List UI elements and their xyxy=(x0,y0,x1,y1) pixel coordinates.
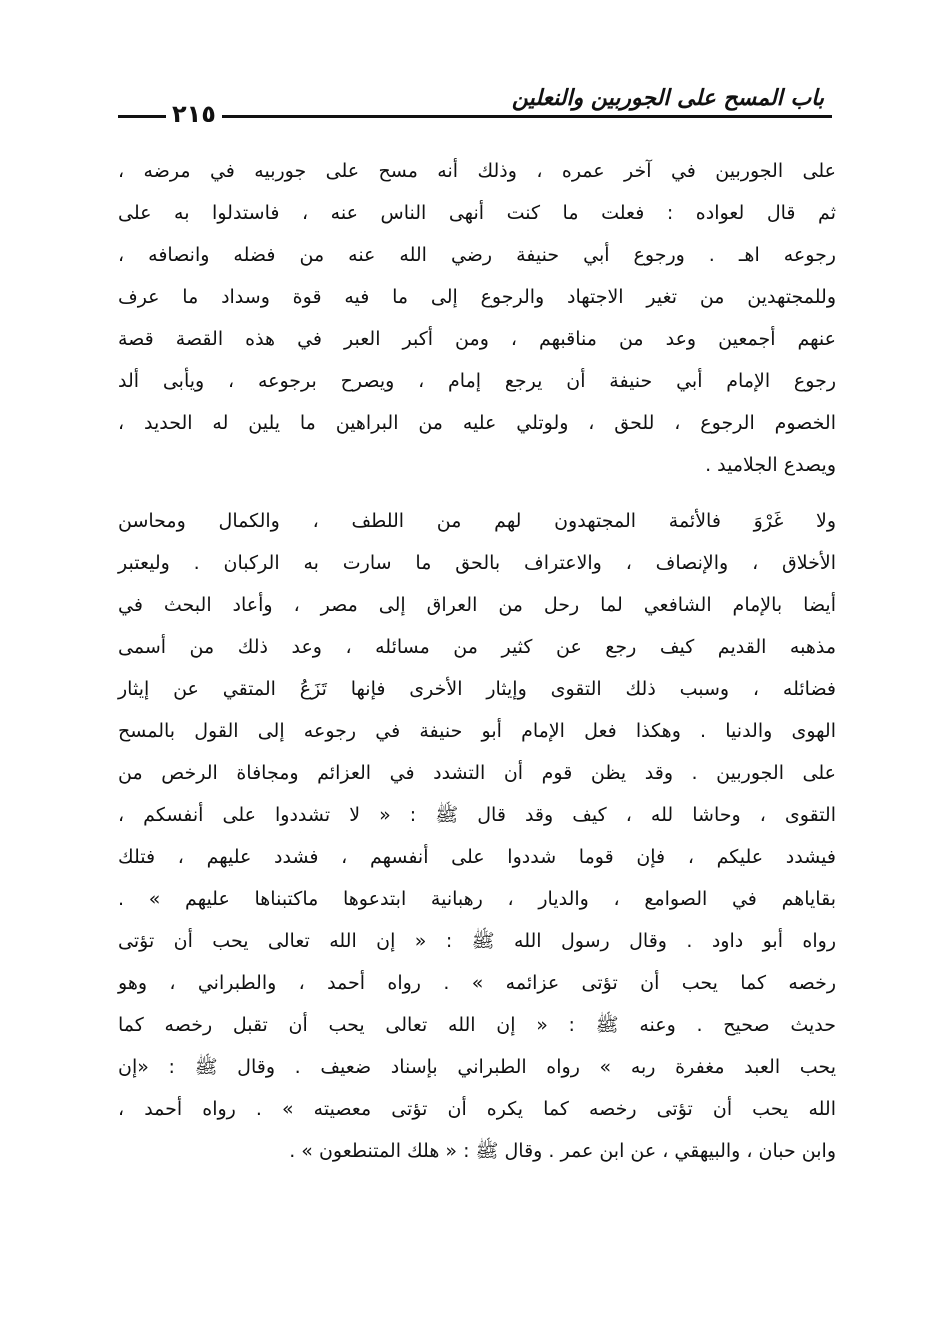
text-line: حديث صحيح . وعنه ﷺ : « إن الله تعالى يحب أن تقبل رخصه كما xyxy=(118,1014,836,1036)
text-line: ويصدع الجلاميد . xyxy=(705,454,836,476)
text-line: رخصه كما يحب أن تؤتى عزائمه » . رواه أحمد ، والطبراني ، وهو xyxy=(118,972,836,994)
text-line: رجوع الإمام أبي حنيفة أن يرجع إمام ، ويصرح برجوعه ، ويأبى ألد xyxy=(118,370,836,392)
page-number: ٢١٥ xyxy=(172,100,216,128)
paragraph-1 xyxy=(118,150,836,486)
text-line: على الجوربين . وقد يظن قوم أن التشدد في العزائم ومجافاة الرخص من xyxy=(118,762,836,784)
page-body xyxy=(118,150,836,1172)
text-line: يحب العبد مغفرة ربه » رواه الطبراني بإسناد ضعيف . وقال ﷺ : «إن xyxy=(118,1056,836,1078)
text-line: الهوى والدنيا . وهكذا فعل الإمام أبو حنيفة في رجوعه إلى القول بالمسح xyxy=(118,720,836,742)
paragraph-2 xyxy=(118,500,836,1172)
text-line: رواه أبو داود . وقال رسول الله ﷺ : « إن الله تعالى يحب أن تؤتى xyxy=(118,930,836,952)
text-line: رجوعه اهـ . ورجوع أبي حنيفة رضي الله عنه من فضله وانصافه ، xyxy=(118,244,836,266)
text-line: الله يحب أن تؤتى رخصه كما يكره أن تؤتى معصيته » . رواه أحمد ، xyxy=(118,1098,836,1120)
text-line: أيضا بالإمام الشافعي لما رحل من العراق إلى مصر ، وأعاد البحث في xyxy=(118,594,836,616)
chapter-title: باب المسح على الجوربين والنعلين xyxy=(511,86,824,111)
text-line: على الجوربين في آخر عمره ، وذلك أنه مسح على جوربيه في مرضه ، xyxy=(118,160,836,182)
text-line: ثم قال لعواده : فعلت ما كنت أنهى الناس عنه ، فاستدلوا به على xyxy=(118,202,836,224)
text-line: فيشدد عليكم ، فإن قوما شددوا على أنفسهم ، فشدد عليهم ، فتلك xyxy=(118,846,836,868)
text-line: عنهم أجمعين وعد من مناقبهم ، ومن أكبر العبر في هذه القصة قصة xyxy=(118,328,836,350)
text-line: فضائله ، وسبب ذلك التقوى وإيثار الأخرى فإنها تَزَعُ المتقي عن إيثار xyxy=(118,678,836,700)
text-line: الأخلاق ، والإنصاف ، والاعتراف بالحق ما سارت به الركبان . وليعتبر xyxy=(118,552,836,574)
text-line: وابن حبان ، والبيهقي ، عن ابن عمر . وقال ﷺ : « هلك المتنطعون » . xyxy=(289,1140,836,1162)
header-rule-right xyxy=(222,115,832,118)
text-line: مذهبه القديم كيف رجع عن كثير من مسائله ، وعد ذلك من أسمى xyxy=(118,636,836,658)
text-line: بقاياهم في الصوامع ، والديار ، رهبانية ابتدعوها ماكتبناها عليهم » . xyxy=(118,888,836,910)
text-line: التقوى ، وحاشا لله ، كيف وقد قال ﷺ : « لا تشددوا على أنفسكم ، xyxy=(118,804,836,826)
header-rule-left xyxy=(118,115,166,118)
text-line: ولا غَرْوَ فالأئمة المجتهدون لهم من اللطف ، والكمال ومحاسن xyxy=(118,510,836,532)
text-line: وللمجتهدين من تغير الاجتهاد والرجوع إلى ما فيه قوة وسداد ما عرف xyxy=(118,286,836,308)
page-header xyxy=(110,82,832,128)
text-line: الخصوم الرجوع ، للحق ، ولوتلي عليه من البراهين ما يلين له الحديد ، xyxy=(118,412,836,434)
